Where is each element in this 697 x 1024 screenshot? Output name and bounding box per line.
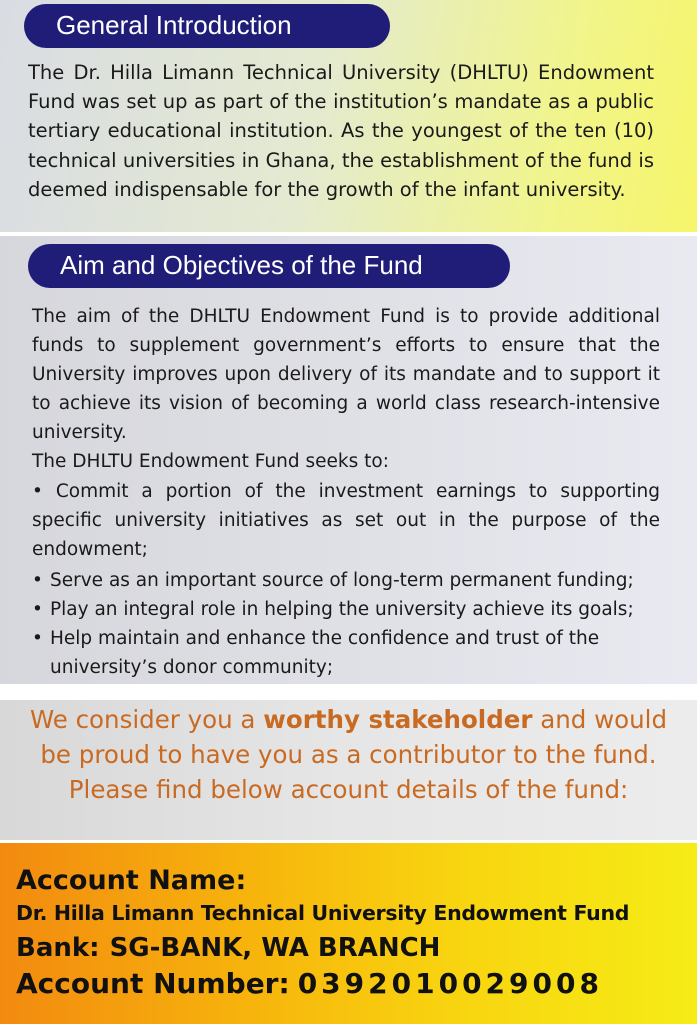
- account-name-value: Dr. Hilla Limann Technical University Endowment Fund: [16, 901, 630, 925]
- objective-text: Play an integral role in helping the university achieve its goals;: [50, 598, 634, 620]
- objective-text: Help maintain and enhance the confidence and trust of the university’s donor community;: [50, 628, 600, 679]
- account-details-section: [0, 843, 697, 1024]
- objective-bullet: [32, 624, 660, 682]
- objective-bullet: [32, 595, 660, 624]
- account-number-line: [16, 967, 603, 1000]
- aim-paragraph: The aim of the DHLTU Endowment Fund is to provide additional funds to supplement government’s efforts to ensure that the University improves upon delivery of its mandate and to support it to achieve its vision of becoming a world class research-intensive university.: [32, 306, 660, 444]
- bullet-dot: •: [32, 569, 43, 591]
- objective-bullet: [32, 477, 660, 564]
- bank-value: SG-BANK, WA BRANCH: [109, 933, 441, 963]
- bullet-dot: •: [32, 598, 43, 620]
- appeal-prefix: We consider you a: [29, 705, 256, 734]
- aim-objectives-heading: Aim and Objectives of the Fund: [28, 244, 510, 288]
- appeal-suffix: and would be proud to have you as a contributor to the fund. Please find below account details of the fund:: [40, 705, 668, 804]
- objective-text: Serve as an important source of long-term permanent funding;: [50, 569, 634, 591]
- general-introduction-heading: General Introduction: [24, 4, 390, 48]
- aim-objectives-section: [0, 236, 697, 684]
- appeal-highlight: worthy stakeholder: [263, 705, 533, 734]
- bullet-dot: •: [32, 480, 43, 502]
- bullet-dot: •: [32, 628, 43, 650]
- aim-objectives-content: [32, 302, 660, 682]
- bank-label: Bank:: [16, 933, 100, 963]
- account-number-value: 0392010029008: [297, 967, 603, 1000]
- account-name-label: Account Name:: [16, 865, 247, 896]
- objective-bullet: [32, 566, 660, 595]
- general-introduction-text: The Dr. Hilla Limann Technical University (DHLTU) Endowment Fund was set up as part of the institution’s mandate as a public tertiary educational institution. As the youngest of the ten (10) technical universities in Ghana, the establishment of the fund is deemed indispensable for the growth of the infant university.: [28, 61, 654, 201]
- seeks-to-line: The DHLTU Endowment Fund seeks to:: [32, 451, 389, 473]
- contribution-appeal-text: [20, 702, 677, 807]
- objective-text: Commit a portion of the investment earnings to supporting specific university initiatives as set out in the purpose of the endowment;: [32, 480, 660, 560]
- contribution-appeal-section: [0, 700, 697, 840]
- bank-line: [16, 933, 440, 963]
- account-number-label: Account Number:: [16, 967, 290, 1000]
- general-introduction-section: [0, 0, 697, 232]
